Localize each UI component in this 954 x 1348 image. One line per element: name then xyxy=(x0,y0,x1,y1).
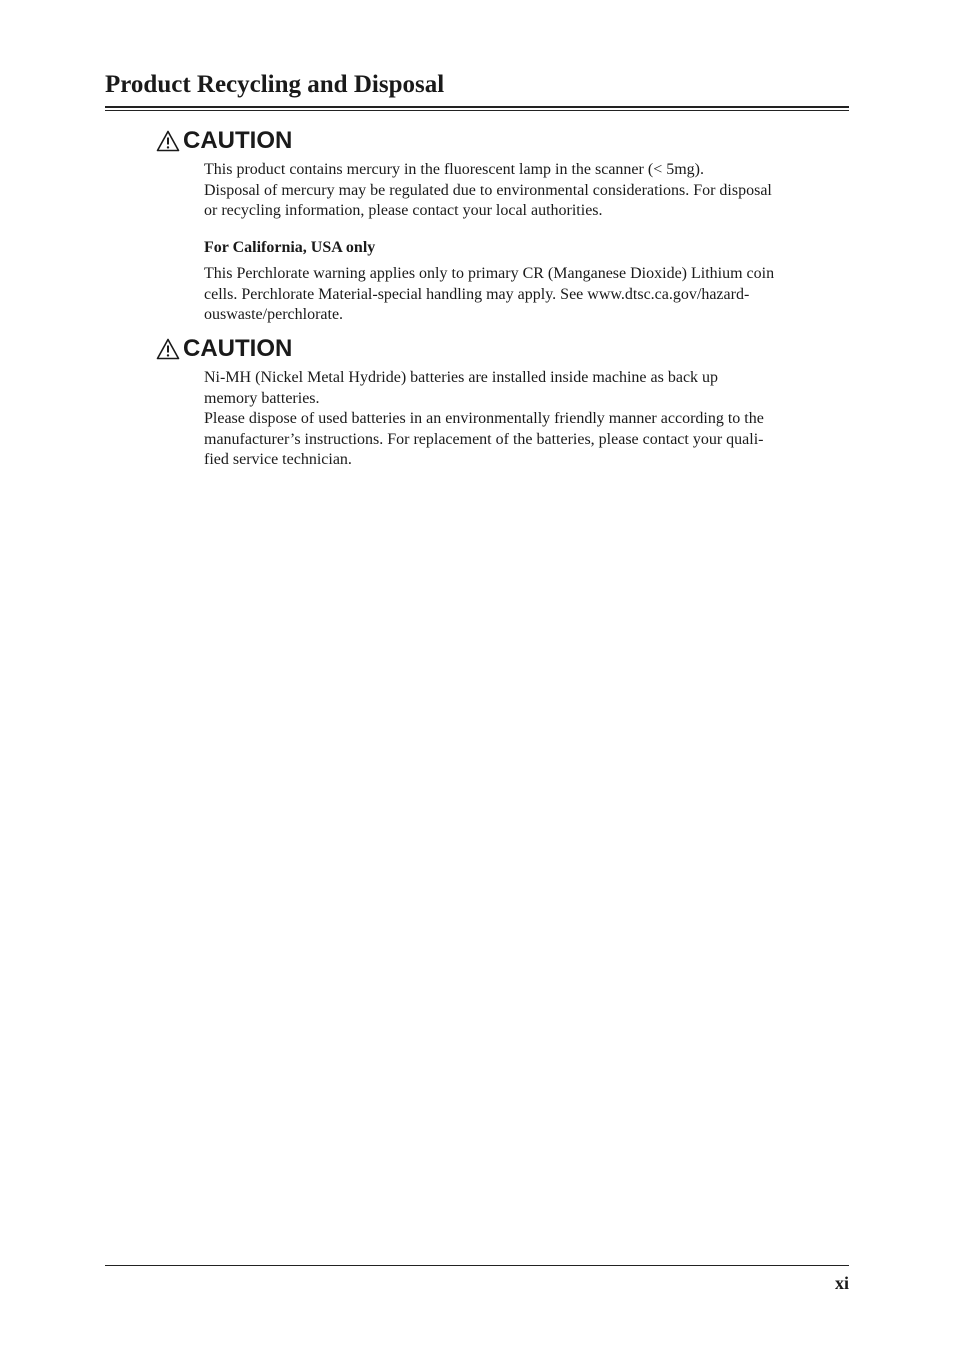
paragraph-line: cells. Perchlorate Material-special handling may apply. See www.dtsc.ca.gov/hazard- xyxy=(204,285,750,303)
mercury-paragraph xyxy=(204,160,849,222)
warning-triangle-icon xyxy=(156,338,180,360)
caution-heading-batteries xyxy=(156,335,292,363)
page-number: xi xyxy=(834,1273,849,1293)
paragraph-line: or recycling information, please contact your local authorities. xyxy=(204,202,603,219)
footer-rule xyxy=(105,1265,849,1266)
caution-label: CAUTION xyxy=(183,127,293,154)
paragraph-line: fied service technician. xyxy=(204,451,352,468)
warning-triangle-icon xyxy=(156,130,180,152)
paragraph-line: Please dispose of used batteries in an environmentally friendly manner according to the xyxy=(204,410,764,427)
page-title: Product Recycling and Disposal xyxy=(105,71,445,98)
perchlorate-paragraph xyxy=(204,264,849,326)
header-rule-thick xyxy=(105,106,849,108)
caution-label: CAUTION xyxy=(183,335,293,362)
paragraph-line: This Perchlorate warning applies only to primary CR (Manganese Dioxide) Lithium coin xyxy=(204,265,775,282)
caution-heading-mercury xyxy=(156,127,292,155)
paragraph-line: ouswaste/perchlorate. xyxy=(204,306,344,323)
paragraph-line: manufacturer’s instructions. For replacement of the batteries, please contact your quali- xyxy=(204,430,764,448)
paragraph-line: This product contains mercury in the fluorescent lamp in the scanner (< 5mg). xyxy=(204,161,704,178)
paragraph-line: Disposal of mercury may be regulated due to environmental considerations. For disposal xyxy=(204,181,772,199)
paragraph-line: memory batteries. xyxy=(204,389,320,407)
paragraph-line: Ni-MH (Nickel Metal Hydride) batteries are installed inside machine as back up xyxy=(204,369,719,386)
header-rule-thin xyxy=(105,110,849,111)
california-subheading: For California, USA only xyxy=(204,239,376,256)
battery-paragraph xyxy=(204,368,849,471)
